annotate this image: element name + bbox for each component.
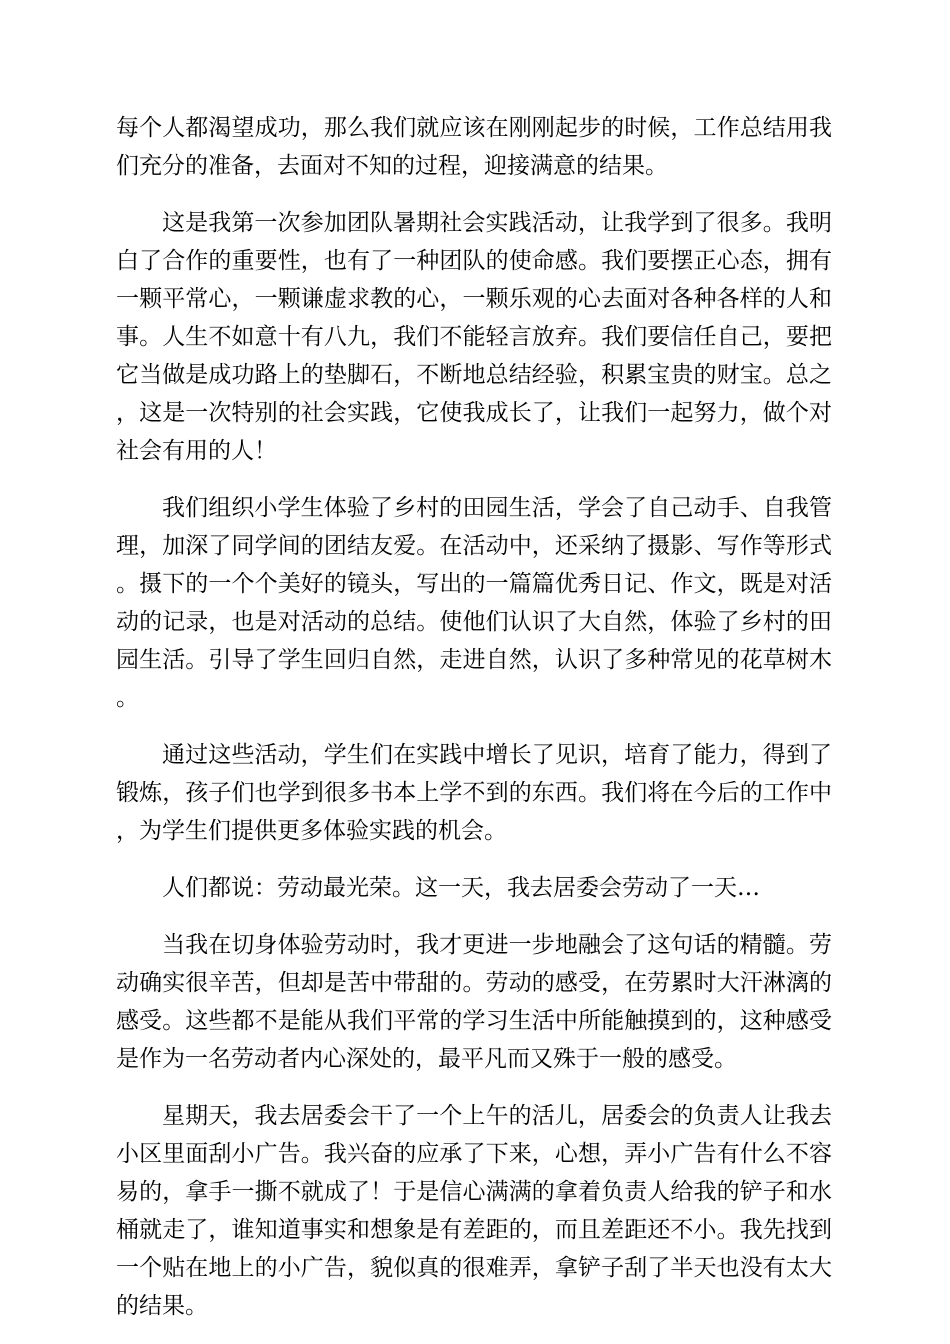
paragraph: 星期天，我去居委会干了一个上午的活儿，居委会的负责人让我去小区里面刮小广告。我兴奋的应承了下来，心想，弄小广告有什么不容易的，拿手一撕不就成了！于是信心满满的拿着负责人给我的铲子和水桶就走了，谁知道事实和想象是有差距的，而且差距还不小。我先找到一个贴在地上的小广告，貌似真的很难弄，拿铲子刮了半天也没有太大的结果。 xyxy=(116,1103,832,1319)
paragraph: 人们都说：劳动最光荣。这一天，我去居委会劳动了一天… xyxy=(162,875,760,901)
paragraph: 通过这些活动，学生们在实践中增长了见识，培育了能力，得到了锻炼，孩子们也学到很多书本上学不到的东西。我们将在今后的工作中，为学生们提供更多体验实践的机会。 xyxy=(116,742,832,844)
paragraph: 当我在切身体验劳动时，我才更进一步地融会了这句话的精髓。劳动确实很辛苦，但却是苦中带甜的。劳动的感受，在劳累时大汗淋漓的感受。这些都不是能从我们平常的学习生活中所能触摸到的，这种感受是作为一名劳动者内心深处的，最平凡而又殊于一般的感受。 xyxy=(116,932,832,1072)
paragraph: 这是我第一次参加团队暑期社会实践活动，让我学到了很多。我明白了合作的重要性，也有了一种团队的使命感。我们要摆正心态，拥有一颗平常心，一颗谦虚求教的心，一颗乐观的心去面对各种各样的人和事。人生不如意十有八九，我们不能轻言放弃。我们要信任自己，要把它当做是成功路上的垫脚石，不断地总结经验，积累宝贵的财宝。总之，这是一次特别的社会实践，它使我成长了，让我们一起努力，做个对社会有用的人！ xyxy=(116,210,832,464)
paragraph: 我们组织小学生体验了乡村的田园生活，学会了自己动手、自我管理，加深了同学间的团结友爱。在活动中，还采纳了摄影、写作等形式。摄下的一个个美好的镜头，写出的一篇篇优秀日记、作文，既是对活动的记录，也是对活动的总结。使他们认识了大自然，体验了乡村的田园生活。引导了学生回归自然，走进自然，认识了多种常见的花草树木。 xyxy=(116,495,832,711)
document-body xyxy=(116,109,832,1344)
paragraph: 每个人都渴望成功，那么我们就应该在刚刚起步的时候，工作总结用我们充分的准备，去面对不知的过程，迎接满意的结果。 xyxy=(116,115,832,179)
